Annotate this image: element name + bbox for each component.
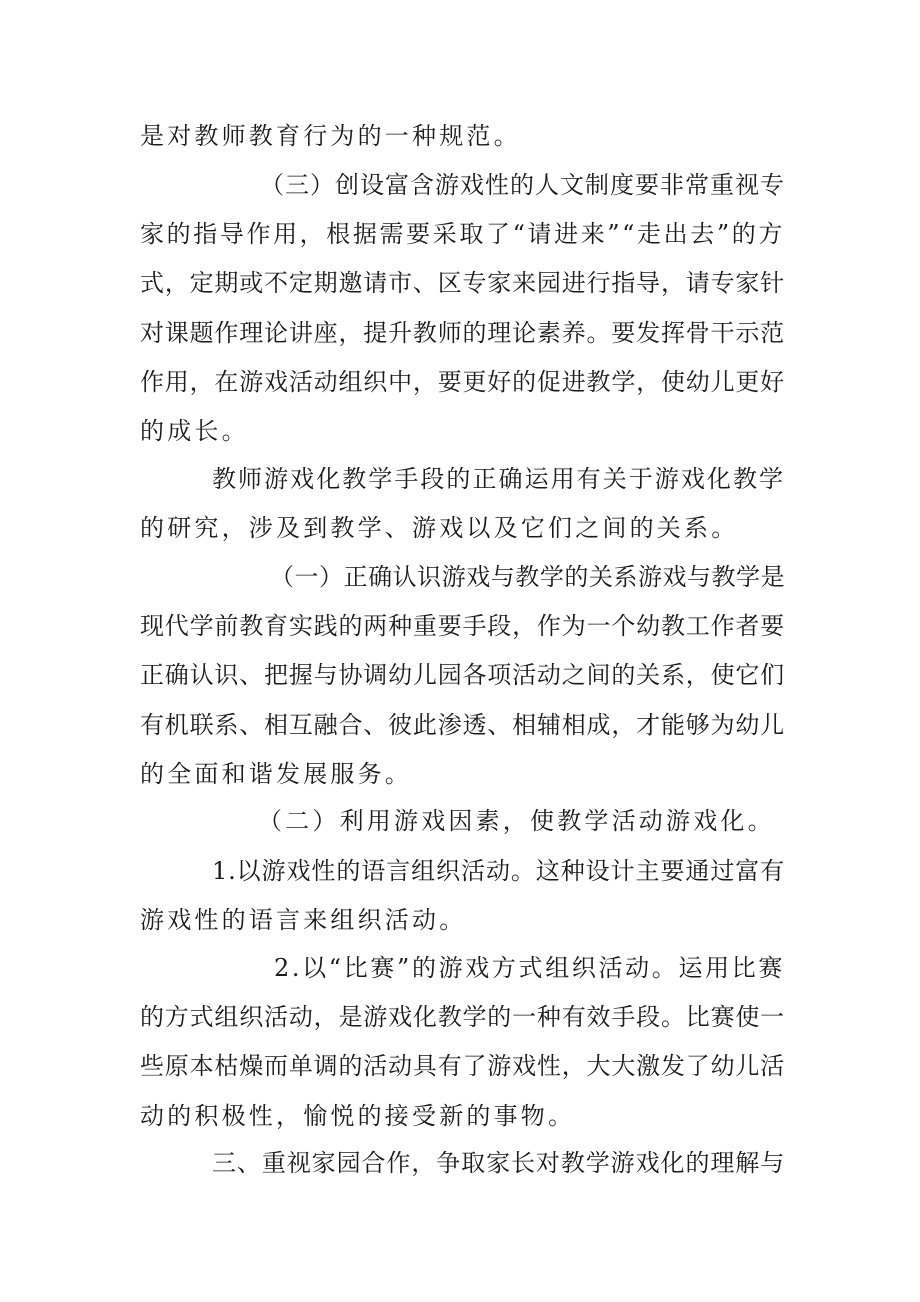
text-line: 三、重视家园合作，争取家长对教学游戏化的理解与 bbox=[212, 1149, 785, 1177]
text-line: 2.以“比赛”的游戏方式组织活动。运用比赛 bbox=[274, 954, 785, 982]
paragraph-item-two bbox=[140, 944, 785, 1141]
paragraph-section-heading-three bbox=[140, 1139, 785, 1188]
text-line: 有机联系、相互融合、彼此渗透、相辅相成，才能够为幼儿 bbox=[140, 710, 785, 739]
text-line: 的成长。 bbox=[140, 417, 249, 446]
text-line: （二）利用游戏因素，使教学活动游戏化。 bbox=[258, 807, 775, 835]
text-line: 作用，在游戏活动组织中，要更好的促进教学，使幼儿更好 bbox=[140, 367, 785, 396]
text-line: 1.以游戏性的语言组织活动。这种设计主要通过富有 bbox=[212, 857, 785, 885]
paragraph-section-two bbox=[140, 797, 785, 846]
text-line: 的方式组织活动，是游戏化教学的一种有效手段。比赛使一 bbox=[140, 1003, 785, 1032]
text-line: 对课题作理论讲座，提升教师的理论素养。要发挥骨干示范 bbox=[140, 318, 785, 347]
text-line: 动的积极性，愉悦的接受新的事物。 bbox=[140, 1101, 576, 1130]
text-line: 是对教师教育行为的一种规范。 bbox=[140, 122, 521, 150]
paragraph-teaching-means bbox=[140, 455, 785, 553]
paragraph-section-one bbox=[140, 553, 785, 799]
text-line: 的研究，涉及到教学、游戏以及它们之间的关系。 bbox=[140, 514, 739, 543]
paragraph-norm-continuation bbox=[140, 112, 785, 161]
paragraph-item-one bbox=[140, 847, 785, 945]
text-line: 游戏性的语言来组织活动。 bbox=[140, 906, 467, 935]
paragraph-section-three bbox=[140, 161, 785, 456]
text-line: （一）正确认识游戏与教学的关系游戏与教学是 bbox=[270, 563, 785, 591]
text-line: 家的指导作用，根据需要采取了“请进来”“走出去”的方 bbox=[140, 220, 785, 249]
text-line: 些原本枯燥而单调的活动具有了游戏性，大大激发了幼儿活 bbox=[140, 1052, 785, 1081]
text-line: 教师游戏化教学手段的正确运用有关于游戏化教学 bbox=[212, 465, 785, 493]
text-line: 现代学前教育实践的两种重要手段，作为一个幼教工作者要 bbox=[140, 612, 785, 641]
text-line: 正确认识、把握与协调幼儿园各项活动之间的关系，使它们 bbox=[140, 661, 785, 690]
text-line: （三）创设富含游戏性的人文制度要非常重视专 bbox=[260, 171, 785, 199]
text-line: 式，定期或不定期邀请市、区专家来园进行指导，请专家针 bbox=[140, 269, 785, 298]
text-line: 的全面和谐发展服务。 bbox=[140, 759, 412, 788]
